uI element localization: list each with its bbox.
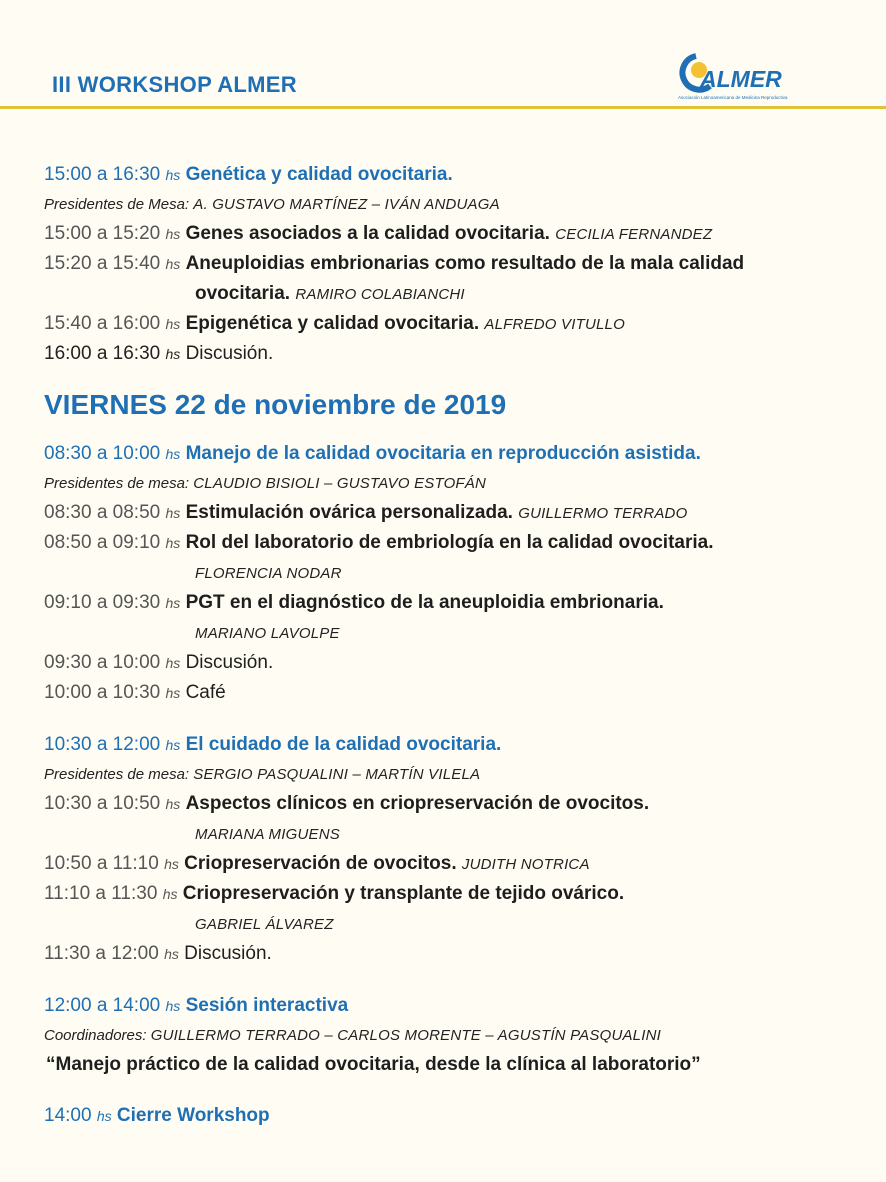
workshop-title: III WORKSHOP ALMER [52,72,297,97]
talk-row: 11:30 a 12:00 hs Discusión. [44,943,272,964]
page-header [0,0,886,108]
talk-row: 16:00 a 16:30 hs Discusión. [44,343,274,364]
talk-row: 11:10 a 11:30 hs Criopreservación y transplante de tejido ovárico. [44,883,625,904]
talk-row: 10:30 a 10:50 hs Aspectos clínicos en criopreservación de ovocitos. [44,793,650,814]
talk-row: 15:40 a 16:00 hs Epigenética y calidad ovocitaria. ALFREDO VITULLO [44,313,625,334]
session-presidents: Presidentes de Mesa: A. GUSTAVO MARTÍNEZ – IVÁN ANDUAGA [44,196,500,213]
closing-row: 14:00 hs Cierre Workshop [44,1105,270,1126]
talk-row: 09:30 a 10:00 hs Discusión. [44,652,274,673]
session-quote: “Manejo práctico de la calidad ovocitaria, desde la clínica al laboratorio” [46,1054,701,1075]
session-header: 12:00 a 14:00 hs Sesión interactiva [44,995,349,1016]
talk-row: 09:10 a 09:30 hs PGT en el diagnóstico de la aneuploidia embrionaria. [44,592,664,613]
almer-logo [676,48,788,110]
session-header: 08:30 a 10:00 hs Manejo de la calidad ovocitaria en reproducción asistida. [44,443,701,464]
talk-row-continuation: ovocitaria. RAMIRO COLABIANCHI [195,283,465,304]
talk-speaker-row: MARIANA MIGUENS [195,826,340,843]
session-header: 10:30 a 12:00 hs El cuidado de la calidad ovocitaria. [44,734,502,755]
header-divider [0,106,886,109]
spacer [44,969,864,991]
talk-row: 10:00 a 10:30 hs Café [44,682,226,703]
spacer [44,1079,864,1101]
talk-row: 15:00 a 15:20 hs Genes asociados a la calidad ovocitaria. CECILIA FERNANDEZ [44,223,713,244]
logo-tagline: Asociación Latinoamericana de Medicina Reproductiva [678,95,788,100]
talk-speaker-row: GABRIEL ÁLVAREZ [195,916,334,933]
session-presidents: Presidentes de mesa: CLAUDIO BISIOLI – GUSTAVO ESTOFÁN [44,475,487,492]
talk-speaker-row: FLORENCIA NODAR [195,565,342,582]
spacer [44,708,864,730]
day-heading: VIERNES 22 de noviembre de 2019 [44,389,507,420]
session-coordinators: Coordinadores: GUILLERMO TERRADO – CARLOS MORENTE – AGUSTÍN PASQUALINI [44,1027,661,1044]
talk-row: 15:20 a 15:40 hs Aneuploidias embrionarias como resultado de la mala calidad [44,253,745,274]
logo-wordmark: ALMER [700,66,782,92]
program-content [44,160,864,1131]
talk-row: 10:50 a 11:10 hs Criopreservación de ovocitos. JUDITH NOTRICA [44,853,590,874]
talk-row: 08:30 a 08:50 hs Estimulación ovárica personalizada. GUILLERMO TERRADO [44,502,688,523]
talk-row: 08:50 a 09:10 hs Rol del laboratorio de embriología en la calidad ovocitaria. [44,532,714,553]
session-presidents: Presidentes de mesa: SERGIO PASQUALINI – MARTÍN VILELA [44,766,481,783]
talk-speaker-row: MARIANO LAVOLPE [195,625,340,642]
session-header: 15:00 a 16:30 hs Genética y calidad ovocitaria. [44,164,453,185]
